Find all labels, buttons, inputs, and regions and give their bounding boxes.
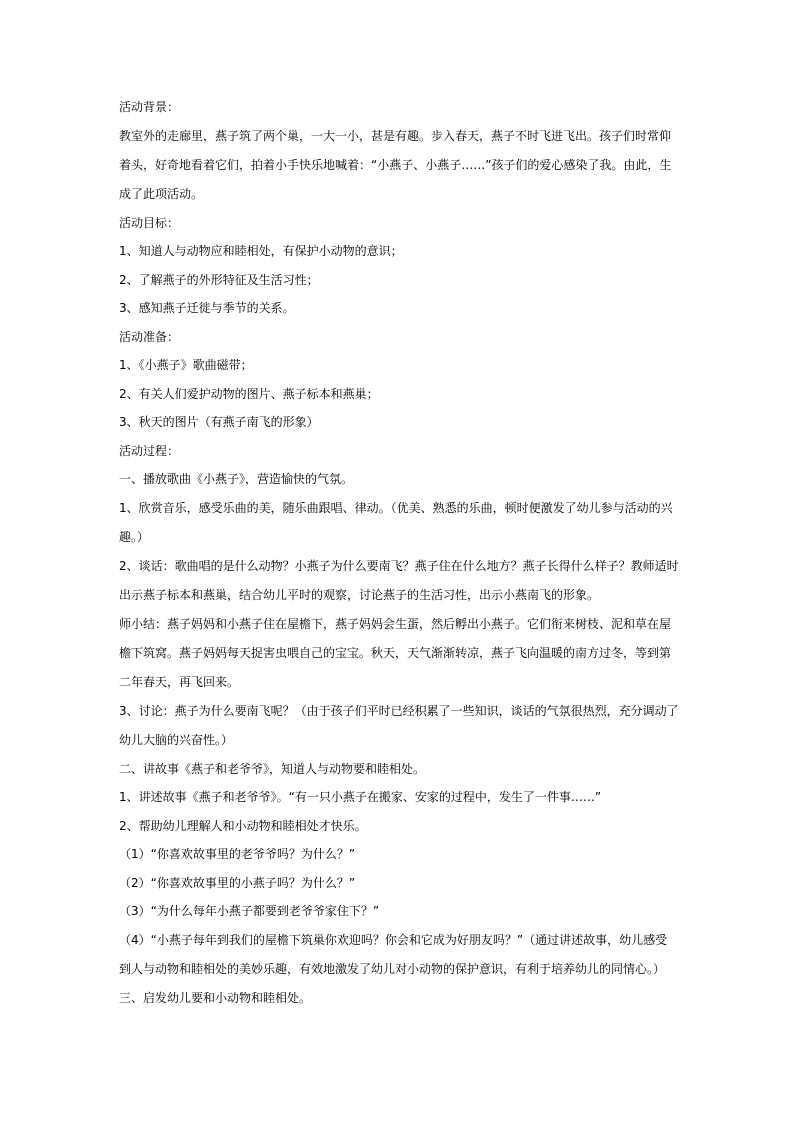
section-2-title: 二、讲故事《燕子和老爷爷》，知道人与动物要和睦相处。 [119,761,426,776]
goal-item-2: 2、了解燕子的外形特征及生活习性； [119,272,319,287]
section-1-item-2: 2、谈话：歌曲唱的是什么动物？小燕子为什么要南飞？燕子住在什么地方？燕子长得什么样子？教师适时出示燕子标本和燕巢，结合幼儿平时的观察，讨论燕子的生活习性，出示小燕南飞的形象。 [119,558,679,602]
question-1: （1）“你喜欢故事里的老爷爷吗？为什么？” [119,847,356,861]
section-2-item-2: 2、帮助幼儿理解人和小动物和睦相处才快乐。 [119,818,367,833]
question-4: （4）“小燕子每年到我们的屋檐下筑巢你欢迎吗？你会和它成为好朋友吗？”（通过讲述故事，幼儿感受到人与动物和睦相处的美妙乐趣，有效地激发了幼儿对小动物的保护意识，有利于培养幼儿的同情心。） [119,932,668,976]
question-3: （3）“为什么每年小燕子都要到老爷爷家住下？” [119,904,380,918]
prep-item-3: 3、秋天的图片（有燕子南飞的形象） [119,415,319,429]
question-2: （2）“你喜欢故事里的小燕子吗？为什么？” [119,875,356,890]
goal-item-1: 1、知道人与动物应和睦相处，有保护小动物的意识； [119,244,403,258]
section-1-item-1: 1、欣赏音乐，感受乐曲的美，随乐曲跟唱、律动。（优美、熟悉的乐曲，顿时便激发了幼儿参与活动的兴趣。） [119,500,673,544]
paragraph-background: 教室外的走廊里，燕子筑了两个巢，一大一小，甚是有趣。步入春天，燕子不时飞进飞出。孩子们时常仰着头，好奇地看着它们，拍着小手快乐地喊着：“小燕子、小燕子……”孩子们的爱心感染了我。由此，生成了此项活动。 [119,128,672,201]
section-1-item-3: 3、讨论：燕子为什么要南飞呢？（由于孩子们平时已经积累了一些知识，谈话的气氛很热烈，充分调动了幼儿大脑的兴奋性。） [119,703,679,747]
prep-item-1: 1、《小燕子》歌曲磁带； [119,358,253,372]
goal-item-3: 3、感知燕子迁徙与季节的关系。 [119,301,295,315]
heading-preparation: 活动准备： [119,329,180,344]
document-page [119,99,679,1018]
teacher-summary: 师小结：燕子妈妈和小燕子住在屋檐下，燕子妈妈会生蛋，然后孵出小燕子。它们衔来树枝、泥和草在屋檐下筑窝。燕子妈妈每天捉害虫喂自己的宝宝。秋天，天气渐渐转凉，燕子飞向温暖的南方过冬，等到第二年春天，再飞回来。 [119,616,672,689]
prep-item-2: 2、有关人们爱护动物的图片、燕子标本和燕巢； [119,386,379,401]
section-2-item-1: 1、讲述故事《燕子和老爷爷》。“有一只小燕子在搬家、安家的过程中，发生了一件事……” [119,790,602,804]
section-3-title: 三、启发幼儿要和小动物和睦相处。 [119,990,312,1005]
heading-background: 活动背景： [119,100,180,114]
heading-process: 活动过程： [119,443,180,458]
section-1-title: 一、播放歌曲《小燕子》，营造愉快的气氛。 [119,472,354,486]
heading-goals: 活动目标： [119,215,180,230]
